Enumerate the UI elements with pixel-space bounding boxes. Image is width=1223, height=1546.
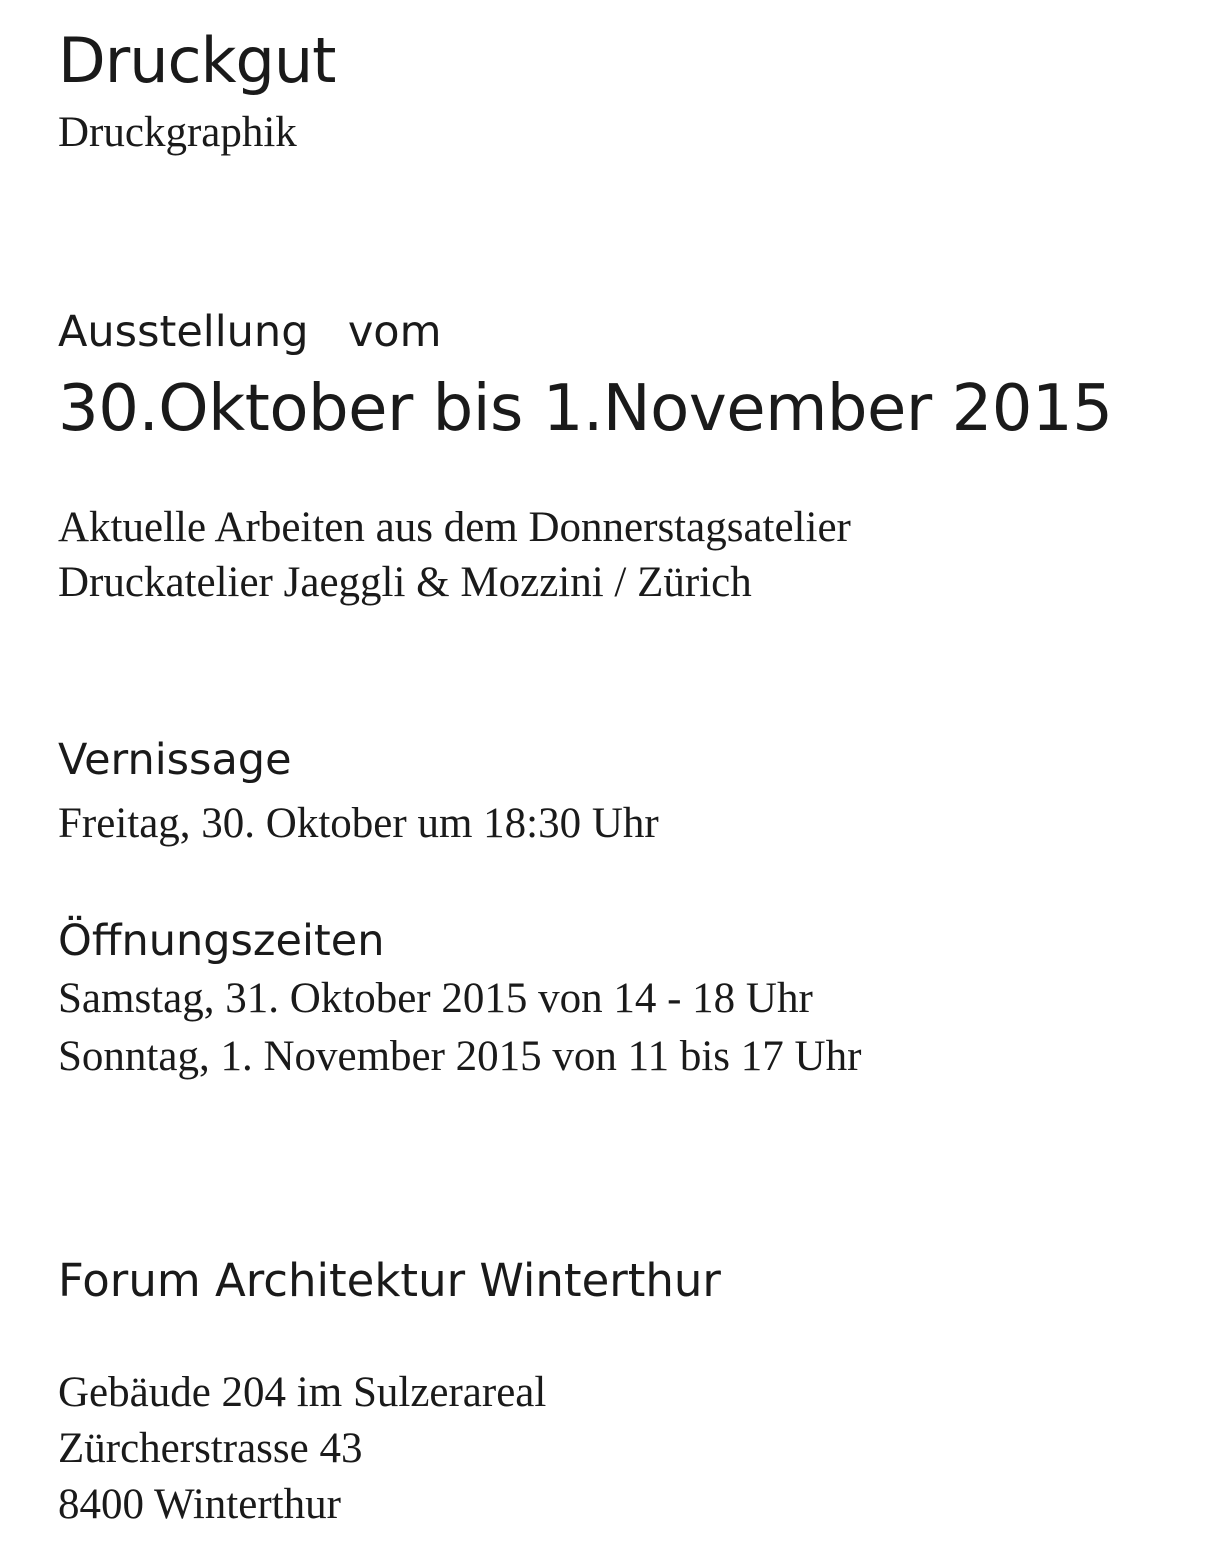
page-subtitle: Druckgraphik <box>58 109 297 156</box>
exhibition-label: Ausstellung vom <box>58 307 442 357</box>
opening-hours-heading: Öffnungszeiten <box>58 916 385 966</box>
exhibition-dates: 30.Oktober bis 1.November 2015 <box>58 372 1113 446</box>
venue-name: Forum Architektur Winterthur <box>58 1254 721 1307</box>
venue-address <box>58 1365 546 1533</box>
description-line: Druckatelier Jaeggli & Mozzini / Zürich <box>58 559 752 606</box>
opening-hours-list <box>58 970 861 1086</box>
description <box>58 500 851 610</box>
opening-hours-line: Samstag, 31. Oktober 2015 von 14 - 18 Uhr <box>58 975 813 1022</box>
description-line: Aktuelle Arbeiten aus dem Donnerstagsatelier <box>58 504 851 551</box>
address-line: 8400 Winterthur <box>58 1481 341 1528</box>
address-line: Zürcherstrasse 43 <box>58 1425 363 1472</box>
vernissage-heading: Vernissage <box>58 735 292 785</box>
address-line: Gebäude 204 im Sulzerareal <box>58 1369 547 1416</box>
opening-hours-line: Sonntag, 1. November 2015 von 11 bis 17 Uhr <box>58 1033 862 1080</box>
page-title: Druckgut <box>58 24 336 97</box>
vernissage-datetime: Freitag, 30. Oktober um 18:30 Uhr <box>58 800 659 847</box>
